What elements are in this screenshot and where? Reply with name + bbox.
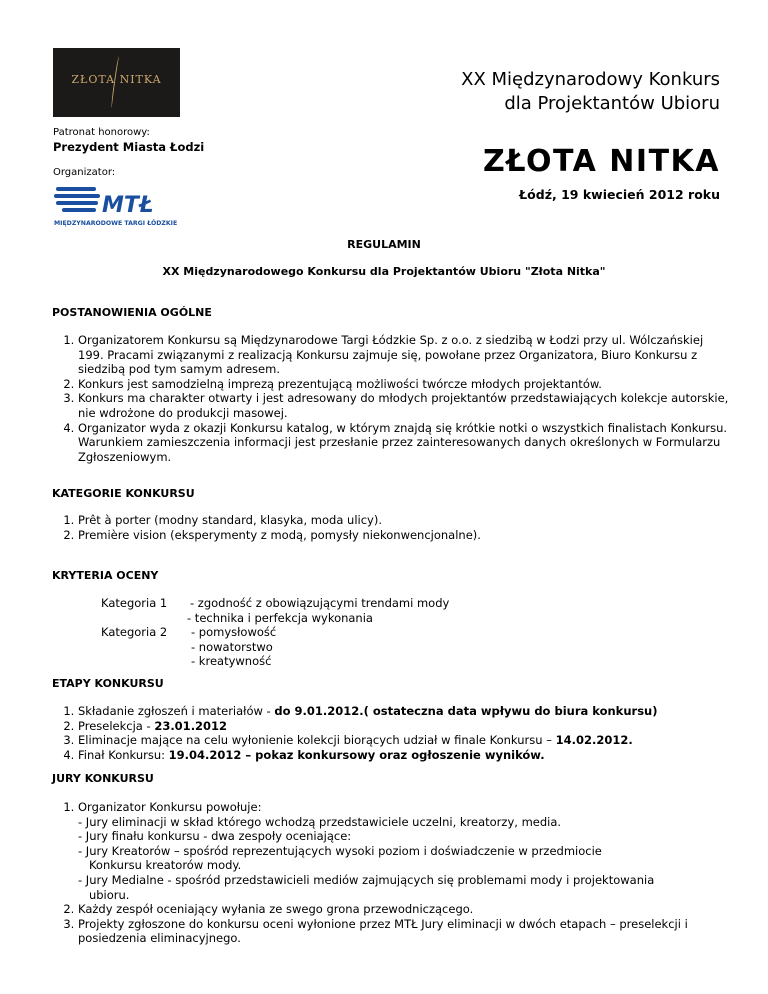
- mtl-logo: [52, 181, 184, 229]
- mtl-logo-graphic: [52, 181, 184, 229]
- criteria-values: [187, 596, 449, 669]
- categories-heading: KATEGORIE KONKURSU: [52, 487, 195, 500]
- stage-item-4: [78, 748, 732, 763]
- jury-item-3: 3. Projekty zgłoszone do konkursu oceni wyłonione przez MTŁ Jury eliminacji w dwóch etapach – preselekcji i posiedzenia eliminacyjnego.: [78, 917, 732, 946]
- criteria-heading: KRYTERIA OCENY: [52, 569, 159, 582]
- stage-date: 14.02.2012.: [555, 733, 633, 748]
- jury-item-1: [78, 800, 732, 902]
- patronage-value: Prezydent Miasta Łodzi: [53, 140, 205, 154]
- stage-item-2: [78, 719, 732, 734]
- general-item-3: 3. Konkurs ma charakter otwarty i jest adresowany do młodych projektantów przedstawiających kolekcje autorskie, nie wdrożone do produkcji masowej.: [78, 391, 732, 420]
- regulamin-subtitle: XX Międzynarodowego Konkursu dla Projektantów Ubioru "Złota Nitka": [162, 265, 606, 278]
- general-item-1: 1. Organizatorem Konkursu są Międzynarodowe Targi Łódzkie Sp. z o.o. z siedzibą w Łodzi przy ul. Wólczańskiej 199. Pracami związanymi z realizacją Konkursu zajmuje się, powołane przez Organizatora, Biuro Konkursu z siedzibą pod tym samym adresem.: [78, 333, 732, 377]
- criteria-cat2-label: Kategoria 2: [101, 625, 168, 639]
- stages-heading: ETAPY KONKURSU: [52, 677, 164, 690]
- general-item-4: 4. Organizator wyda z okazji Konkursu katalog, w którym znajdą się krótkie notki o wszystkich finalistach Konkursu. Warunkiem zamieszczenia informacji jest przesłanie przez zainteresowanych danych określonych w Formularzu Zgłoszeniowym.: [78, 421, 732, 465]
- criteria-item: - technika i perfekcja wykonania: [187, 610, 373, 625]
- mtl-logo-text: MTŁ: [102, 193, 154, 218]
- stage-text: Eliminacje mające na celu wyłonienie kolekcji biorących udział w finale Konkursu –: [78, 733, 556, 748]
- stage-date: 19.04.2012 – pokaz konkursowy oraz ogłoszenie wyników.: [168, 747, 545, 762]
- general-heading: POSTANOWIENIA OGÓLNE: [52, 306, 212, 319]
- jury-line: ubioru.: [78, 887, 130, 902]
- stage-text: Finał Konkursu:: [78, 747, 169, 762]
- contest-title-line1: XX Międzynarodowy Konkurs: [461, 69, 720, 90]
- general-item-2: 2. Konkurs jest samodzielną imprezą prezentującą możliwości twórcze młodych projektantów.: [78, 377, 732, 392]
- category-item-1: 1. Prêt à porter (modny standard, klasyka, moda ulicy).: [78, 513, 732, 528]
- stage-item-3: [78, 733, 732, 748]
- zlota-nitka-logo: [53, 48, 180, 117]
- patronage-label: Patronat honorowy:: [53, 127, 150, 138]
- jury-line: - Jury Kreatorów – spośród reprezentujących wysoki poziom i doświadczenie w przedmiocie: [78, 843, 602, 858]
- categories-list: [52, 513, 732, 542]
- category-item-2: 2. Première vision (eksperymenty z modą, pomysły niekonwencjonalne).: [78, 528, 732, 543]
- jury-line: 1. Organizator Konkursu powołuje:: [78, 800, 262, 814]
- jury-heading: JURY KONKURSU: [52, 772, 154, 785]
- jury-item-2: 2. Każdy zespół oceniający wyłania ze swego grona przewodniczącego.: [78, 902, 732, 917]
- criteria-item: - nowatorstwo: [191, 639, 273, 654]
- big-title: ZŁOTA NITKA: [483, 144, 720, 179]
- contest-title-line2: dla Projektantów Ubioru: [504, 93, 720, 114]
- criteria-item: - zgodność z obowiązującymi trendami mody: [190, 596, 450, 610]
- jury-list: [52, 800, 732, 946]
- regulamin-title: REGULAMIN: [347, 238, 421, 251]
- mtl-logo-caption: MIĘDZYNARODOWE TARGI ŁÓDZKIE: [54, 220, 178, 227]
- stage-text: Preselekcja -: [78, 718, 155, 733]
- stage-date: do 9.01.2012.( ostateczna data wpływu do biura konkursu): [274, 704, 658, 718]
- stage-date: 23.01.2012: [154, 718, 228, 733]
- jury-line: - Jury finału konkursu - dwa zespoły oceniające:: [78, 829, 352, 844]
- criteria-item: - pomysłowość: [191, 625, 277, 640]
- contest-title: [300, 68, 720, 116]
- stage-item-1: [78, 704, 732, 719]
- stage-text: Składanie zgłoszeń i materiałów -: [78, 704, 275, 718]
- general-list: [52, 333, 732, 464]
- organizer-label: Organizator:: [53, 167, 116, 178]
- criteria-item: - kreatywność: [191, 654, 272, 669]
- event-date: Łódź, 19 kwiecień 2012 roku: [519, 187, 720, 202]
- jury-line: Konkursu kreatorów mody.: [78, 858, 242, 873]
- jury-line: - Jury eliminacji w skład którego wchodzą przedstawiciele uczelni, kreatorzy, media.: [78, 814, 562, 829]
- jury-line: - Jury Medialne - spośród przedstawicieli mediów zajmujących się problemami mody i projektowania: [78, 872, 655, 887]
- criteria-cat1-label: Kategoria 1: [101, 596, 168, 610]
- logo-text: ZŁOTA NITKA: [71, 73, 162, 86]
- stages-list: [52, 704, 732, 762]
